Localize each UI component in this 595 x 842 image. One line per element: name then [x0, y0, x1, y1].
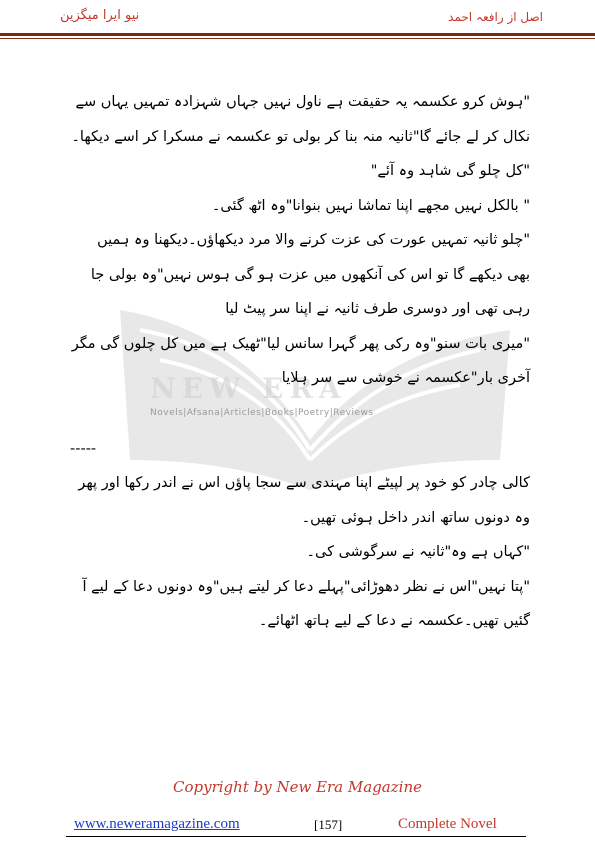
footer-label: Complete Novel: [398, 816, 497, 832]
header-rule-thick: [0, 33, 595, 36]
copyright-notice: Copyright by New Era Magazine: [173, 778, 422, 796]
paragraph: " بالکل نہیں مجھے اپنا تماشا نہیں بنوانا"وہ اٹھ گئی۔: [211, 197, 530, 214]
story-body: [70, 85, 530, 639]
watermark-categories: Novels|Afsana|Articles|Books|Poetry|Reviews: [150, 408, 374, 418]
header-rule-thin: [0, 38, 595, 39]
watermark-brand: NEW ERA: [150, 372, 347, 405]
magazine-title: نیو ایرا میگزین: [60, 8, 140, 23]
scene-separator: -----: [70, 440, 97, 457]
page-header: [0, 0, 595, 36]
novel-title-author: اصل از رافعہ احمد: [448, 10, 543, 24]
paragraph: کالی چادر کو خود پر لپیٹے اپنا مہندی سے سجا پاؤں اس نے اندر رکھا اور پھر وہ دونوں ساتھ اندر داخل ہوئی تھیں۔: [78, 475, 530, 526]
paragraph: "میری بات سنو"وہ رکی پھر گہرا سانس لیا"ٹھیک ہے میں کل چلوں گی مگر آخری بار"عکسمہ نے خوشی سے سر ہلایا: [71, 335, 530, 386]
paragraph: "ہوش کرو عکسمہ یہ حقیقت ہے ناول نہیں جہاں شہزادہ تمہیں یہاں سے نکال کر لے جائے گا"ثانیہ منہ بنا کر بولی تو عکسمہ نے مسکرا کر اسے دیکھا۔: [71, 94, 530, 145]
paragraph: "کہاں ہے وہ"ثانیہ نے سرگوشی کی۔: [306, 544, 530, 560]
page-number: [157]: [314, 817, 343, 832]
website-link[interactable]: www.neweramagazine.com: [74, 816, 240, 832]
paragraph: "پتا نہیں"اس نے نظر دھوڑائی"پہلے دعا کر لیتے ہیں"وہ دونوں دعا کے لیے آ گئیں تھیں۔عکسمہ نے دعا کے لیے ہاتھ اٹھائے۔: [82, 578, 530, 629]
page-footer: [0, 816, 595, 840]
paragraph: "کل چلو گی شاہد وہ آئے": [370, 163, 530, 179]
paragraph: "چلو ثانیہ تمہیں عورت کی عزت کرنے والا مرد دیکھاؤں۔دیکھنا وہ ہمیں بھی دیکھے گا تو اس کی آنکھوں میں عزت ہو گی ہوس نہیں"وہ بولی جا رہی تھی اور دوسری طرف ثانیہ نے اپنا سر پیٹ لیا: [90, 232, 530, 317]
footer-rule: [66, 836, 526, 837]
